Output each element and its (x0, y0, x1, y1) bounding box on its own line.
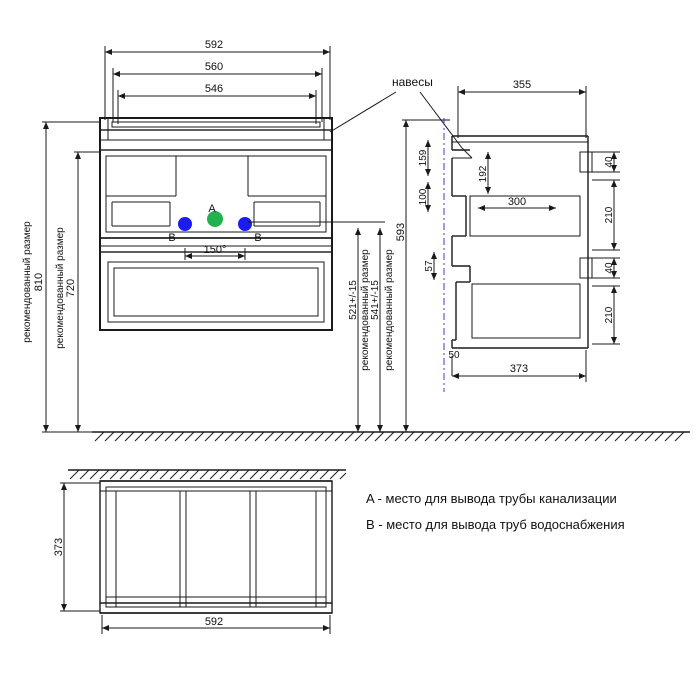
front-top-rail-inner (112, 122, 320, 127)
dim-373-top: 373 (53, 537, 65, 557)
dim-521: 521+/-15 (348, 280, 359, 320)
dim-541: 541+/-15 (370, 280, 381, 320)
marker-a-label: A (208, 203, 216, 215)
front-top-rail-lower (100, 130, 332, 140)
dim-592-top: 592 (204, 616, 224, 628)
floor-hatch-top (70, 470, 346, 479)
legend-item-b: B - место для вывода труб водоснабжения (366, 517, 625, 532)
top-view-group (53, 470, 346, 634)
marker-b-left (178, 217, 192, 231)
marker-b-left-label: B (168, 232, 176, 244)
side-drawer-lower (472, 284, 580, 338)
top-plan-outline (100, 481, 332, 613)
floor-hatch-front (95, 432, 684, 441)
label-recommended-521: рекомендованный размер (360, 249, 371, 371)
dim-100: 100 (418, 188, 429, 206)
dim-angle-150: 150° (203, 244, 227, 256)
label-recommended-720: рекомендованный размер (55, 227, 66, 349)
dim-50: 50 (448, 350, 460, 361)
legend-group (366, 491, 625, 532)
top-plan-inner (106, 487, 326, 607)
dim-57: 57 (424, 260, 435, 272)
label-recommended-810: рекомендованный размер (22, 221, 33, 343)
front-view-group (22, 39, 690, 441)
dim-300: 300 (507, 196, 527, 208)
side-handle-top (580, 152, 592, 172)
front-top-rail (100, 118, 332, 130)
dim-210-lower: 210 (604, 306, 615, 324)
dim-546-front: 546 (204, 83, 224, 95)
dim-40-bottom: 40 (604, 262, 615, 274)
label-navesy: навесы (392, 75, 433, 89)
dim-592-front: 592 (204, 39, 224, 51)
marker-b-right-label: B (254, 232, 262, 244)
side-view-group (395, 79, 620, 432)
marker-b-right (238, 217, 252, 231)
dim-560-front: 560 (204, 61, 224, 73)
dim-355: 355 (512, 79, 532, 91)
dim-159: 159 (418, 149, 429, 167)
front-drawer-lower-inner (108, 262, 324, 322)
dim-210-upper: 210 (604, 206, 615, 224)
front-drawer-lower (100, 252, 332, 330)
dim-810: 810 (33, 272, 45, 292)
side-handle-bottom (580, 258, 592, 278)
dim-40-top: 40 (604, 156, 615, 168)
dim-593: 593 (395, 222, 407, 242)
dim-720: 720 (65, 278, 77, 298)
label-recommended-541: рекомендованный размер (384, 249, 395, 371)
dim-373-side: 373 (509, 363, 529, 375)
dim-192: 192 (478, 165, 489, 183)
legend-item-a: A - место для вывода трубы канализации (366, 491, 617, 506)
suspensions-callout (330, 75, 462, 148)
